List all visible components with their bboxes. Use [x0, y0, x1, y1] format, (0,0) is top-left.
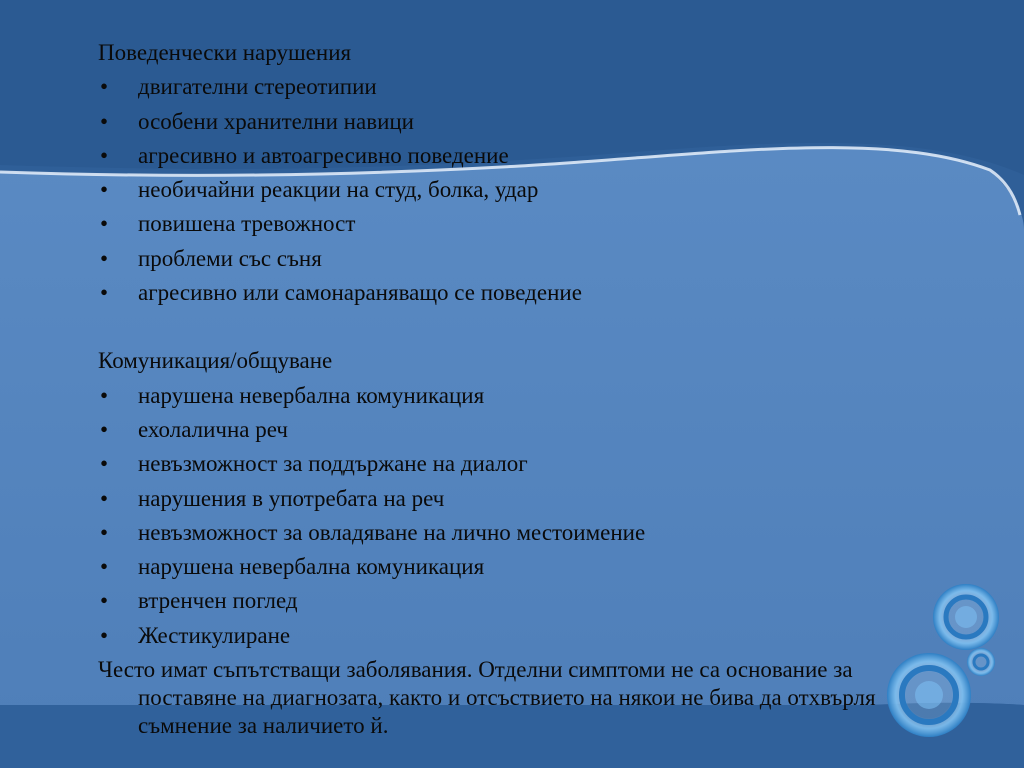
section-heading-behavior: Поведенчески нарушения: [98, 40, 352, 65]
bullet-icon: •: [100, 588, 109, 614]
bullet-icon: •: [100, 416, 109, 442]
list-item: • проблеми със съня: [98, 242, 898, 276]
bullet-icon: •: [100, 280, 109, 306]
list-item: • Жестикулиране: [98, 619, 898, 653]
section-heading-communication: Комуникация/общуване: [98, 348, 333, 374]
list-item: • двигателни стереотипии: [98, 70, 898, 104]
list-item: • невъзможност за овладяване на лично местоимение: [98, 516, 898, 550]
bullet-icon: •: [100, 622, 109, 648]
list-item: • агресивно или самонараняващо се поведение: [98, 276, 898, 310]
bullet-icon: •: [100, 245, 109, 271]
list-item: • агресивно и автоагресивно поведение: [98, 139, 898, 173]
list-item: • невъзможност за поддържане на диалог: [98, 447, 898, 481]
list-item: • нарушена невербална комуникация: [98, 379, 898, 413]
bullet-icon: •: [100, 108, 109, 134]
bullet-icon: •: [100, 519, 109, 545]
section-spacer: [98, 310, 898, 344]
bullet-icon: •: [100, 177, 109, 203]
bullet-icon: •: [100, 211, 109, 237]
list-item: • втренчен поглед: [98, 584, 898, 618]
bullet-icon: •: [100, 382, 109, 408]
list-item: • нарушения в употребата на реч: [98, 482, 898, 516]
list-item: • необичайни реакции на студ, болка, удар: [98, 173, 898, 207]
note-paragraph: Често имат съпътстващи заболявания. Отделни симптоми не са основание за поставяне на диагнозата, както и отсъствието на някои не бива да отхвърля съмнение за наличието й.: [98, 657, 876, 739]
behavior-list: [98, 70, 898, 310]
bullet-icon: •: [100, 142, 109, 168]
communication-list: [98, 379, 898, 653]
bullet-icon: •: [100, 74, 109, 100]
list-item: • нарушена невербална комуникация: [98, 550, 898, 584]
list-item: • повишена тревожност: [98, 207, 898, 241]
bullet-icon: •: [100, 451, 109, 477]
bullet-icon: •: [100, 554, 109, 580]
list-item: • ехолалична реч: [98, 413, 898, 447]
bullet-icon: •: [100, 485, 109, 511]
slide-content: [98, 36, 898, 740]
list-item: • особени хранителни навици: [98, 105, 898, 139]
